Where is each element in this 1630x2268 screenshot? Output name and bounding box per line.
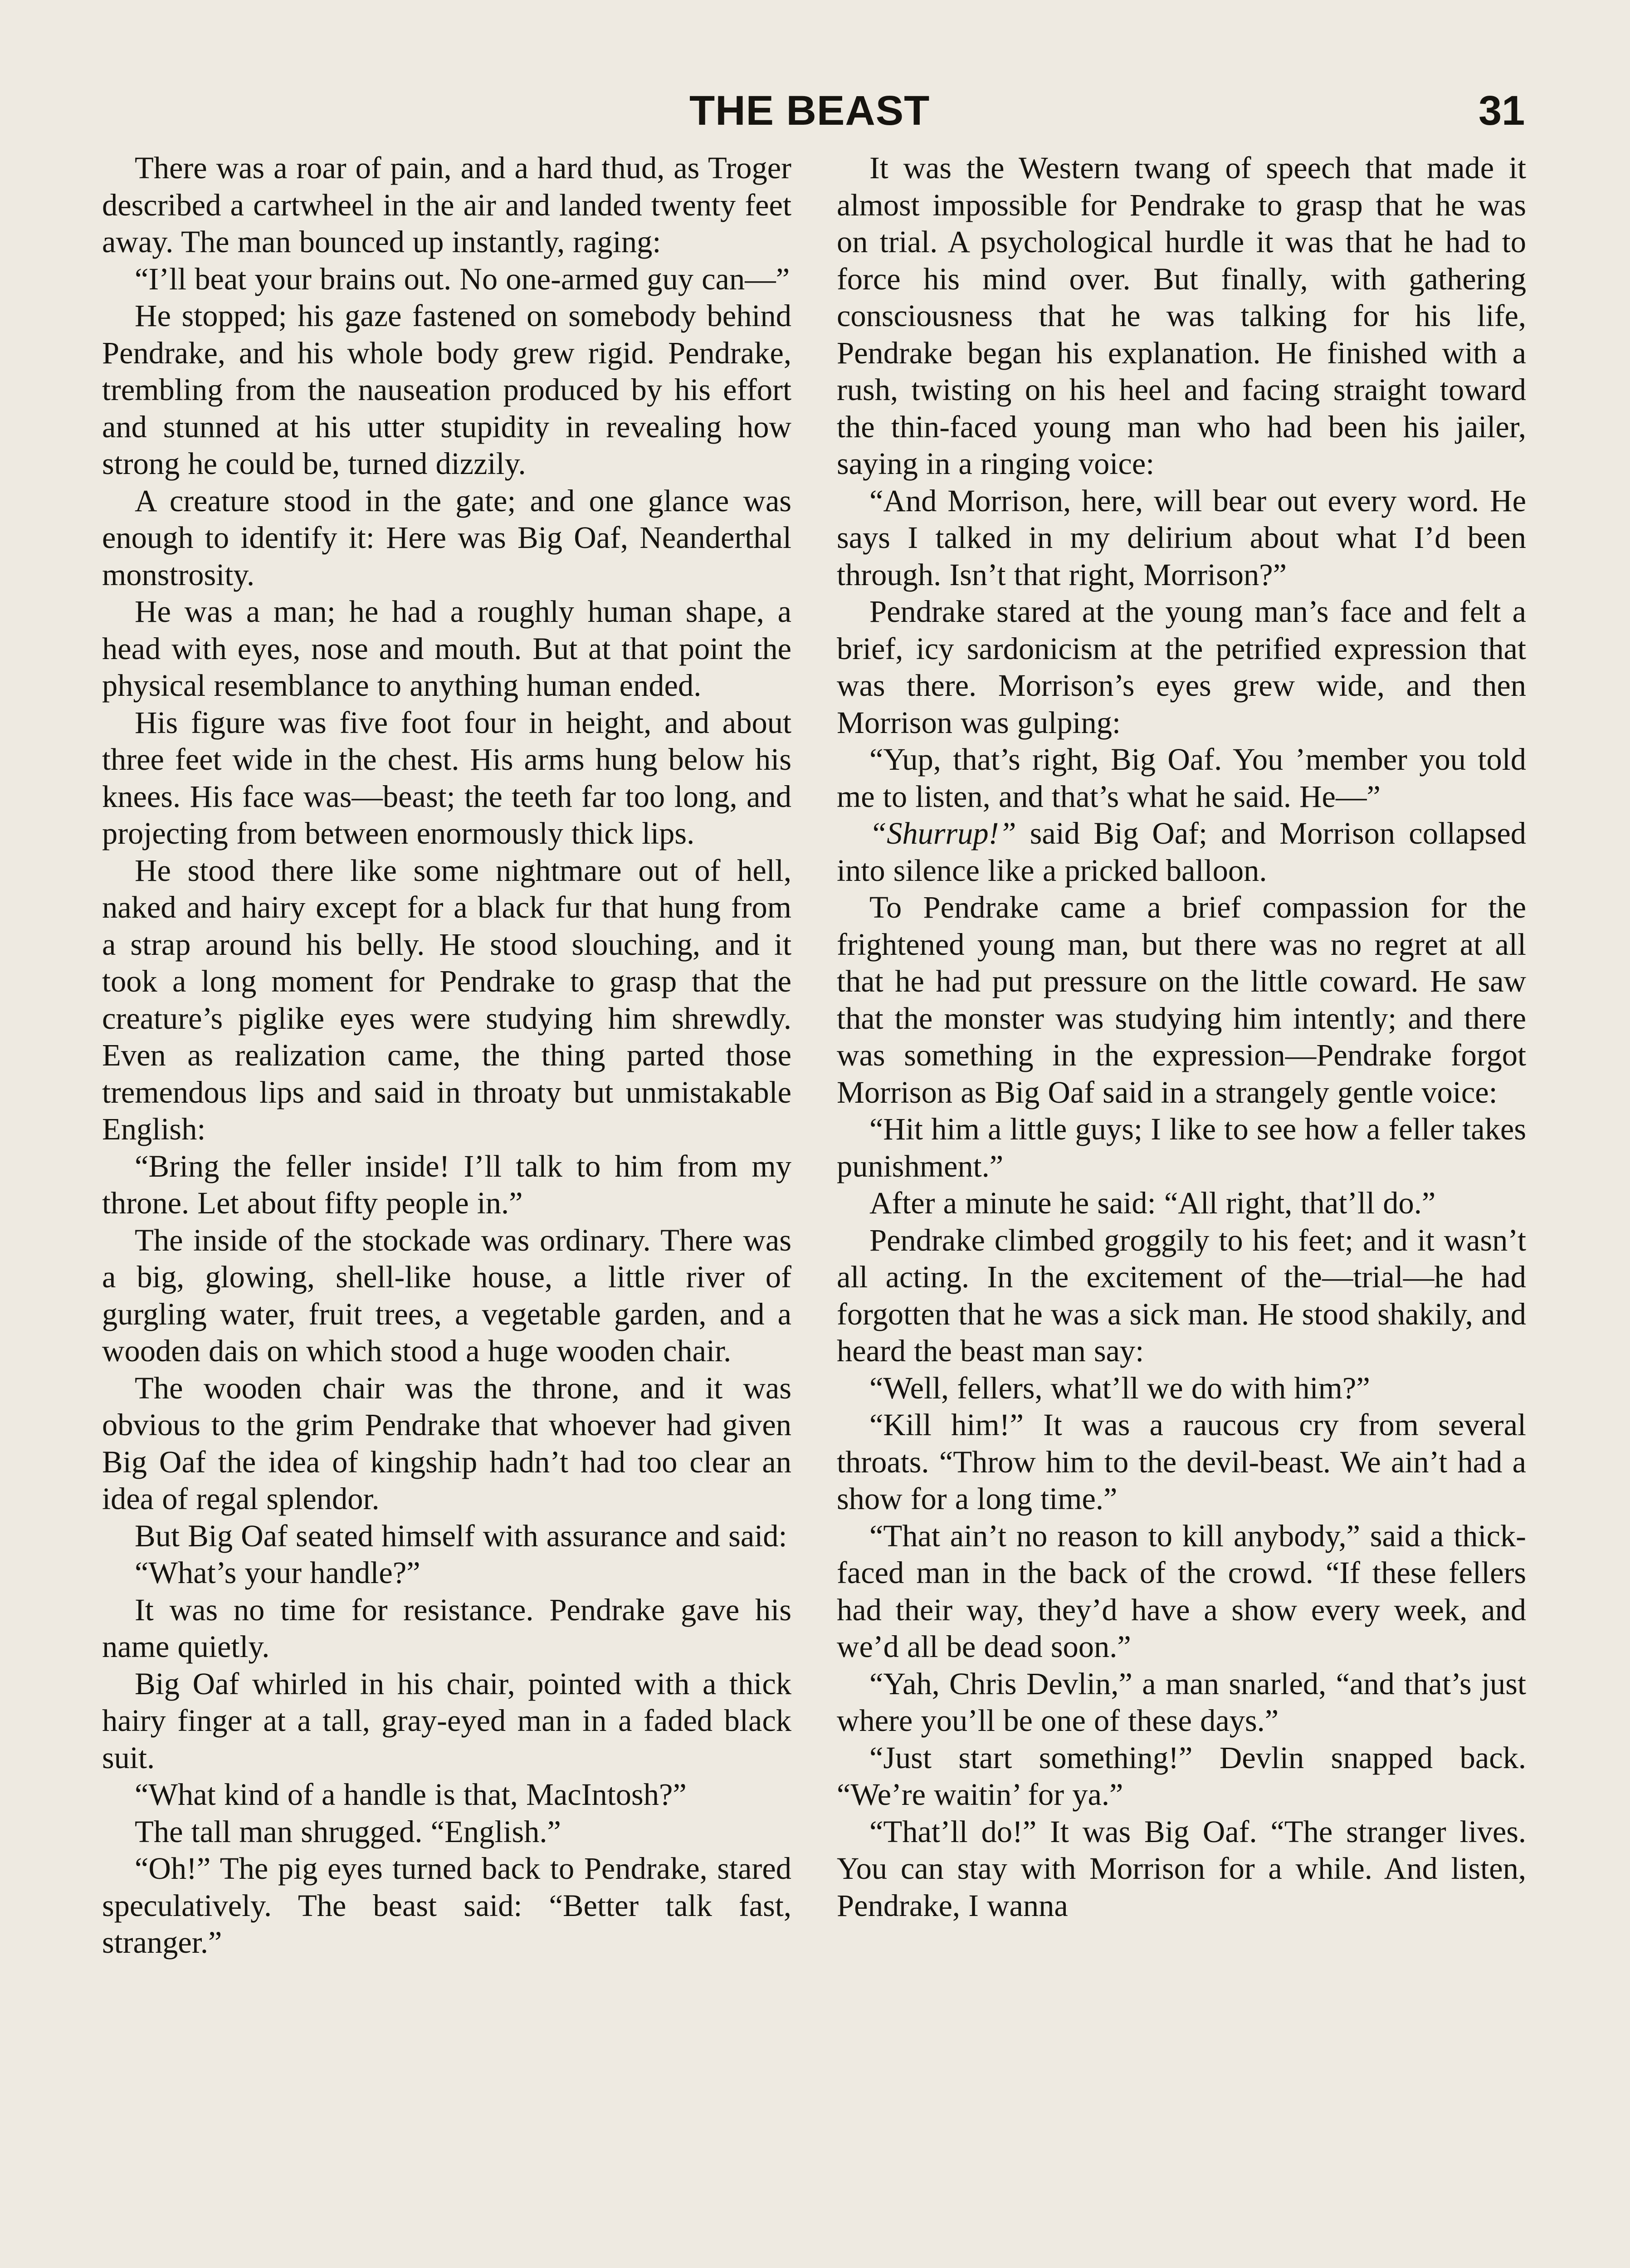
paragraph: “Yup, that’s right, Big Oaf. You ’member you told me to listen, and that’s what he said. He—” (837, 742, 1526, 814)
paragraph: After a minute he said: “All right, that’ll do.” (869, 1186, 1436, 1220)
paragraph: To Pendrake came a brief compassion for the frightened young man, but there was no regret at all that he had put pressure on the little coward. He saw that the monster was studying him intently; and there was something in the expression—Pendrake forgot Morrison as Big Oaf said in a strangely gentle voice: (837, 890, 1526, 1110)
story-title: THE BEAST (689, 88, 930, 134)
paragraph: A creature stood in the gate; and one glance was enough to identify it: Here was Big Oaf, Neanderthal monstrosity. (102, 483, 791, 592)
paragraph: The inside of the stockade was ordinary. There was a big, glowing, shell-like house, a little river of gurgling water, fruit trees, a vegetable garden, and a wooden dais on which stood a huge wooden chair. (102, 1222, 791, 1368)
paragraph: The wooden chair was the throne, and it was obvious to the grim Pendrake that whoever had given Big Oaf the idea of kingship hadn’t had too clear an idea of regal splendor. (102, 1370, 791, 1516)
paragraph-shurrup (837, 815, 1526, 889)
page-number: 31 (1479, 88, 1525, 134)
paragraph: “Kill him!” It was a raucous cry from several throats. “Throw him to the devil-beast. We ain’t had a show for a long time.” (837, 1408, 1526, 1516)
paragraph: “And Morrison, here, will bear out every word. He says I talked in my delirium about what I’d been through. Isn’t that right, Morrison?” (837, 483, 1526, 592)
paragraph: His figure was five foot four in height, and about three feet wide in the chest. His arms hung below his knees. His face was—beast; the teeth far too long, and projecting from between enormously thick lips. (102, 705, 791, 850)
paragraph: “That ain’t no reason to kill anybody,” said a thick-faced man in the back of the crowd. “If these fellers had their way, they’d have a show every week, and we’d all be dead soon.” (837, 1518, 1526, 1664)
paragraph: “Yah, Chris Devlin,” a man snarled, “and that’s just where you’ll be one of these days.” (837, 1666, 1526, 1738)
paragraph: The tall man shrugged. “English.” (135, 1814, 561, 1849)
paragraph: “Hit him a little guys; I like to see how a feller takes punishment.” (837, 1112, 1526, 1183)
paragraph: “Well, fellers, what’ll we do with him?” (869, 1370, 1370, 1405)
paragraph: “What kind of a handle is that, MacIntosh?” (135, 1777, 687, 1812)
paragraph: Pendrake climbed groggily to his feet; and it wasn’t all acting. In the excitement of the—trial—he had forgotten that he was a sick man. He stood shakily, and heard the beast man say: (837, 1222, 1526, 1368)
running-header (0, 87, 1630, 137)
italic-exclamation: “Shurrup!” (869, 816, 1016, 850)
paragraph: Big Oaf whirled in his chair, pointed with a thick hairy finger at a tall, gray-eyed man in a faded black suit. (102, 1666, 791, 1775)
paragraph: It was the Western twang of speech that made it almost impossible for Pendrake to grasp that he was on trial. A psychological hurdle it was that he had to force his mind over. But finally, with gathering consciousness that he was talking for his life, Pendrake began his explanation. He finished with a rush, twisting on his heel and facing straight toward the thin-faced young man who had been his jailer, saying in a ringing voice: (837, 151, 1526, 481)
left-column (102, 150, 791, 1961)
paragraph: He stood there like some nightmare out of hell, naked and hairy except for a black fur that hung from a strap around his belly. He stood slouching, and it took a long moment for Pendrake to grasp that the creature’s piglike eyes were studying him shrewdly. Even as realization came, the thing parted those tremendous lips and said in throaty but unmistakable English: (102, 853, 791, 1146)
paragraph: “Just start something!” Devlin snapped back. “We’re waitin’ for ya.” (837, 1740, 1526, 1812)
paragraph: He was a man; he had a roughly human shape, a head with eyes, nose and mouth. But at that point the physical resemblance to anything human ended. (102, 594, 791, 703)
paragraph-rest: said Big Oaf; and Morrison collapsed into silence like a pricked balloon. (837, 816, 1526, 888)
paragraph: Pendrake stared at the young man’s face and felt a brief, icy sardonicism at the petrified expression that was there. Morrison’s eyes grew wide, and then Morrison was gulping: (837, 594, 1526, 740)
paragraph: “What’s your handle?” (135, 1555, 420, 1590)
paragraph: But Big Oaf seated himself with assurance and said: (135, 1518, 787, 1553)
paragraph: It was no time for resistance. Pendrake gave his name quietly. (102, 1592, 791, 1664)
right-column (837, 150, 1526, 1924)
paragraph: “That’ll do!” It was Big Oaf. “The stranger lives. You can stay with Morrison for a while. And listen, Pendrake, I wanna (837, 1814, 1526, 1923)
paragraph: “Oh!” The pig eyes turned back to Pendrake, stared speculatively. The beast said: “Better talk fast, stranger.” (102, 1851, 791, 1960)
paragraph: “Bring the feller inside! I’ll talk to him from my throne. Let about fifty people in.” (102, 1149, 791, 1220)
paragraph: There was a roar of pain, and a hard thud, as Troger described a cartwheel in the air and landed twenty feet away. The man bounced up instantly, raging: (102, 151, 791, 259)
paragraph: He stopped; his gaze fastened on somebody behind Pendrake, and his whole body grew rigid. Pendrake, trembling from the nauseation produced by his effort and stunned at his utter stupidity in revealing how strong he could be, turned dizzily. (102, 298, 791, 481)
paragraph: “I’ll beat your brains out. No one-armed guy can—” (135, 261, 790, 296)
